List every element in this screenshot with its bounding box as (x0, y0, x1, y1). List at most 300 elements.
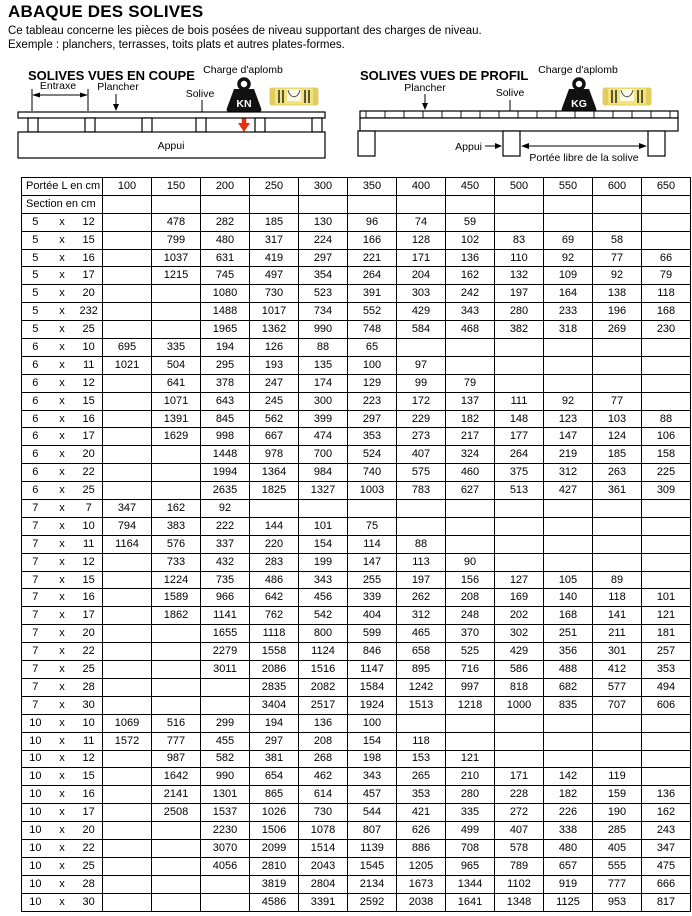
value-cell: 264 (348, 267, 397, 285)
table-row (22, 339, 691, 357)
solive-beam-shape (360, 118, 678, 131)
section-cell (22, 392, 103, 410)
value-cell: 3011 (201, 661, 250, 679)
value-cell (103, 392, 152, 410)
empty-cell (495, 195, 544, 213)
value-cell: 172 (397, 392, 446, 410)
section-cell (22, 857, 103, 875)
value-cell: 486 (250, 571, 299, 589)
value-cell (103, 410, 152, 428)
table-row (22, 696, 691, 714)
value-cell: 1362 (250, 321, 299, 339)
table-row (22, 500, 691, 518)
value-cell (642, 732, 691, 750)
value-cell (495, 213, 544, 231)
solive-label: Solive (495, 87, 525, 99)
multiply-sign: x (59, 752, 65, 765)
section-cell (22, 804, 103, 822)
value-cell: 343 (299, 571, 348, 589)
value-cell: 217 (446, 428, 495, 446)
value-cell (397, 517, 446, 535)
value-cell: 269 (593, 321, 642, 339)
section-cell (22, 875, 103, 893)
value-cell: 148 (495, 410, 544, 428)
value-cell: 343 (446, 303, 495, 321)
value-cell: 789 (495, 857, 544, 875)
table-row (22, 625, 691, 643)
value-cell: 324 (446, 446, 495, 464)
value-cell: 627 (446, 482, 495, 500)
value-cell: 599 (348, 625, 397, 643)
value-cell: 88 (397, 535, 446, 553)
value-cell: 337 (201, 535, 250, 553)
value-cell (544, 213, 593, 231)
value-cell: 121 (446, 750, 495, 768)
value-cell: 391 (348, 285, 397, 303)
section-width: 6 (32, 466, 39, 479)
section-width: 7 (32, 662, 39, 675)
value-cell: 2230 (201, 822, 250, 840)
value-cell: 1118 (250, 625, 299, 643)
section-width: 5 (32, 305, 39, 318)
value-cell: 220 (250, 535, 299, 553)
multiply-sign: x (59, 340, 65, 353)
value-cell: 383 (152, 517, 201, 535)
value-cell: 419 (250, 249, 299, 267)
value-cell (103, 464, 152, 482)
value-cell (103, 374, 152, 392)
value-cell (495, 500, 544, 518)
value-cell: 966 (201, 589, 250, 607)
multiply-sign: x (59, 698, 65, 711)
value-cell: 682 (544, 678, 593, 696)
empty-cell (299, 195, 348, 213)
value-cell: 196 (593, 303, 642, 321)
value-cell: 1215 (152, 267, 201, 285)
value-cell: 147 (348, 553, 397, 571)
section-width: 10 (29, 770, 42, 783)
value-cell (397, 500, 446, 518)
section-width: 7 (32, 573, 39, 586)
value-cell: 128 (397, 231, 446, 249)
value-cell: 1545 (348, 857, 397, 875)
value-cell: 297 (348, 410, 397, 428)
empty-cell (103, 195, 152, 213)
value-cell: 197 (495, 285, 544, 303)
value-cell: 2804 (299, 875, 348, 893)
empty-cell (348, 195, 397, 213)
value-cell: 245 (250, 392, 299, 410)
section-height: 25 (82, 859, 95, 872)
value-cell: 79 (642, 267, 691, 285)
value-cell: 69 (544, 231, 593, 249)
value-cell: 268 (299, 750, 348, 768)
value-cell: 1924 (348, 696, 397, 714)
multiply-sign: x (59, 466, 65, 479)
value-cell (103, 625, 152, 643)
value-cell (103, 750, 152, 768)
table-row (22, 249, 691, 267)
value-cell: 382 (495, 321, 544, 339)
value-cell: 228 (495, 786, 544, 804)
value-cell (593, 553, 642, 571)
value-cell: 199 (299, 553, 348, 571)
value-cell: 468 (446, 321, 495, 339)
value-cell: 577 (593, 678, 642, 696)
value-cell: 126 (250, 339, 299, 357)
value-cell: 197 (397, 571, 446, 589)
section-cell (22, 339, 103, 357)
solive-label: Solive (185, 88, 215, 100)
value-cell: 129 (348, 374, 397, 392)
value-cell: 642 (250, 589, 299, 607)
value-cell (544, 714, 593, 732)
value-cell: 58 (593, 231, 642, 249)
multiply-sign: x (59, 358, 65, 371)
spirit-level-icon (270, 88, 318, 105)
value-cell: 716 (446, 661, 495, 679)
value-cell: 886 (397, 839, 446, 857)
value-cell: 75 (348, 517, 397, 535)
value-cell (103, 643, 152, 661)
value-cell: 734 (299, 303, 348, 321)
value-cell: 794 (103, 517, 152, 535)
value-cell (201, 893, 250, 911)
diagram-coupe-title: SOLIVES VUES EN COUPE (28, 68, 195, 83)
value-cell: 576 (152, 535, 201, 553)
section-cell (22, 607, 103, 625)
table-row (22, 589, 691, 607)
value-cell: 733 (152, 553, 201, 571)
section-width: 6 (32, 430, 39, 443)
value-cell: 97 (397, 356, 446, 374)
value-cell: 513 (495, 482, 544, 500)
value-cell (152, 839, 201, 857)
value-cell: 1641 (446, 893, 495, 911)
value-cell: 113 (397, 553, 446, 571)
value-cell: 59 (446, 213, 495, 231)
table-row (22, 714, 691, 732)
value-cell (348, 500, 397, 518)
value-cell (103, 875, 152, 893)
value-cell: 626 (397, 822, 446, 840)
section-height: 10 (82, 716, 95, 729)
section-width: 6 (32, 412, 39, 425)
value-cell: 154 (299, 535, 348, 553)
section-width: 6 (32, 376, 39, 389)
table-row (22, 535, 691, 553)
span-header-cell: 650 (642, 178, 691, 196)
section-cell (22, 374, 103, 392)
section-cell (22, 410, 103, 428)
value-cell: 1629 (152, 428, 201, 446)
value-cell: 2279 (201, 643, 250, 661)
section-cell (22, 249, 103, 267)
value-cell (544, 732, 593, 750)
value-cell (103, 231, 152, 249)
value-cell: 1488 (201, 303, 250, 321)
value-cell: 295 (201, 356, 250, 374)
value-cell: 127 (495, 571, 544, 589)
value-cell: 300 (299, 392, 348, 410)
section-width: 7 (32, 609, 39, 622)
multiply-sign: x (59, 305, 65, 318)
value-cell: 748 (348, 321, 397, 339)
value-cell: 1000 (495, 696, 544, 714)
value-cell (103, 678, 152, 696)
value-cell (103, 589, 152, 607)
value-cell (446, 732, 495, 750)
multiply-sign: x (59, 627, 65, 640)
section-cell (22, 553, 103, 571)
section-height: 15 (82, 233, 95, 246)
multiply-sign: x (59, 251, 65, 264)
value-cell: 92 (544, 249, 593, 267)
section-cell (22, 768, 103, 786)
value-cell: 1218 (446, 696, 495, 714)
weight-kg-text: KG (571, 98, 587, 110)
value-cell: 1506 (250, 822, 299, 840)
table-row (22, 553, 691, 571)
table-row (22, 482, 691, 500)
value-cell: 272 (495, 804, 544, 822)
value-cell: 265 (397, 768, 446, 786)
value-cell: 2141 (152, 786, 201, 804)
value-cell: 347 (642, 839, 691, 857)
multiply-sign: x (59, 323, 65, 336)
span-header-cell: 100 (103, 178, 152, 196)
section-height: 12 (82, 555, 95, 568)
value-cell: 211 (593, 625, 642, 643)
section-height: 15 (82, 770, 95, 783)
multiply-sign: x (59, 448, 65, 461)
value-cell: 136 (642, 786, 691, 804)
multiply-sign: x (59, 662, 65, 675)
value-cell: 378 (201, 374, 250, 392)
table-row (22, 213, 691, 231)
value-cell: 654 (250, 768, 299, 786)
value-cell: 159 (593, 786, 642, 804)
value-cell: 641 (152, 374, 201, 392)
value-cell: 978 (250, 446, 299, 464)
multiply-sign: x (59, 734, 65, 747)
value-cell: 119 (593, 768, 642, 786)
charge-aplomb-label: Charge d'aplomb (538, 64, 618, 76)
value-cell (103, 571, 152, 589)
value-cell: 2508 (152, 804, 201, 822)
value-cell (103, 804, 152, 822)
empty-cell (642, 195, 691, 213)
multiply-sign: x (59, 788, 65, 801)
value-cell: 114 (348, 535, 397, 553)
value-cell: 1391 (152, 410, 201, 428)
value-cell: 1147 (348, 661, 397, 679)
multiply-sign: x (59, 412, 65, 425)
value-cell: 475 (642, 857, 691, 875)
value-cell: 221 (348, 249, 397, 267)
section-height: 20 (82, 287, 95, 300)
value-cell: 65 (348, 339, 397, 357)
span-header-cell: 450 (446, 178, 495, 196)
multiply-sign: x (59, 841, 65, 854)
value-cell: 194 (250, 714, 299, 732)
section-cell (22, 750, 103, 768)
value-cell: 303 (397, 285, 446, 303)
value-cell: 3070 (201, 839, 250, 857)
value-cell: 317 (250, 231, 299, 249)
section-width: 5 (32, 287, 39, 300)
span-header-cell: 400 (397, 178, 446, 196)
value-cell: 740 (348, 464, 397, 482)
value-cell (152, 625, 201, 643)
value-cell: 2517 (299, 696, 348, 714)
value-cell: 1078 (299, 822, 348, 840)
value-cell (152, 893, 201, 911)
multiply-sign: x (59, 895, 65, 908)
value-cell: 730 (299, 804, 348, 822)
section-width: 10 (29, 877, 42, 890)
table-row (22, 607, 691, 625)
value-cell (446, 339, 495, 357)
value-cell: 147 (544, 428, 593, 446)
value-cell (103, 303, 152, 321)
section-cell (22, 500, 103, 518)
plancher-label: Plancher (404, 82, 446, 94)
section-width: 7 (32, 537, 39, 550)
section-height: 15 (82, 573, 95, 586)
value-cell (103, 607, 152, 625)
section-cell (22, 643, 103, 661)
plancher-arrow-icon (113, 94, 119, 111)
value-cell: 110 (495, 249, 544, 267)
multiply-sign: x (59, 269, 65, 282)
value-cell: 100 (348, 714, 397, 732)
value-cell: 101 (299, 517, 348, 535)
value-cell (152, 643, 201, 661)
section-height: 28 (82, 877, 95, 890)
value-cell (103, 786, 152, 804)
value-cell: 777 (593, 875, 642, 893)
value-cell: 427 (544, 482, 593, 500)
value-cell: 181 (642, 625, 691, 643)
value-cell: 488 (544, 661, 593, 679)
section-height: 17 (82, 806, 95, 819)
plancher-arrow-icon (422, 94, 428, 110)
diagram-solives-en-coupe (0, 62, 346, 174)
span-header-cell: 250 (250, 178, 299, 196)
value-cell (446, 535, 495, 553)
table-row (22, 267, 691, 285)
value-cell: 457 (348, 786, 397, 804)
section-height: 11 (82, 734, 95, 747)
value-cell (495, 732, 544, 750)
value-cell (544, 517, 593, 535)
value-cell: 185 (250, 213, 299, 231)
section-cell (22, 517, 103, 535)
value-cell: 202 (495, 607, 544, 625)
empty-cell (593, 195, 642, 213)
value-cell (152, 857, 201, 875)
multiply-sign: x (59, 215, 65, 228)
weight-kn-text: KN (236, 98, 252, 110)
value-cell: 92 (593, 267, 642, 285)
value-cell: 302 (495, 625, 544, 643)
span-header-cell: 350 (348, 178, 397, 196)
value-cell: 102 (446, 231, 495, 249)
value-cell: 171 (397, 249, 446, 267)
value-cell: 3391 (299, 893, 348, 911)
value-cell: 242 (446, 285, 495, 303)
section-width: 7 (32, 627, 39, 640)
table-head (22, 178, 691, 214)
portee-libre-label: Portée libre de la solive (529, 152, 639, 164)
value-cell (103, 661, 152, 679)
value-cell: 280 (495, 303, 544, 321)
value-cell (103, 839, 152, 857)
empty-cell (397, 195, 446, 213)
appui-label: Appui (455, 141, 482, 153)
value-cell: 223 (348, 392, 397, 410)
value-cell: 700 (299, 446, 348, 464)
value-cell (593, 356, 642, 374)
value-cell (152, 661, 201, 679)
value-cell: 177 (495, 428, 544, 446)
multiply-sign: x (59, 609, 65, 622)
value-cell: 1021 (103, 356, 152, 374)
value-cell (593, 714, 642, 732)
section-height: 22 (82, 841, 95, 854)
section-height: 11 (82, 358, 95, 371)
value-cell: 1655 (201, 625, 250, 643)
value-cell: 109 (544, 267, 593, 285)
value-cell (152, 464, 201, 482)
value-cell (250, 500, 299, 518)
table-row (22, 750, 691, 768)
value-cell: 339 (348, 589, 397, 607)
value-cell (495, 750, 544, 768)
value-cell: 1141 (201, 607, 250, 625)
section-width: 10 (29, 788, 42, 801)
table-row (22, 804, 691, 822)
value-cell (152, 696, 201, 714)
value-cell: 1102 (495, 875, 544, 893)
value-cell: 2038 (397, 893, 446, 911)
multiply-sign: x (59, 501, 65, 514)
value-cell: 552 (348, 303, 397, 321)
value-cell: 407 (397, 446, 446, 464)
value-cell: 210 (446, 768, 495, 786)
empty-cell (446, 195, 495, 213)
value-cell: 105 (544, 571, 593, 589)
value-cell: 347 (103, 500, 152, 518)
value-cell: 190 (593, 804, 642, 822)
value-cell: 182 (544, 786, 593, 804)
value-cell (544, 500, 593, 518)
section-cell (22, 678, 103, 696)
value-cell: 997 (446, 678, 495, 696)
value-cell: 162 (152, 500, 201, 518)
value-cell: 90 (446, 553, 495, 571)
multiply-sign: x (59, 233, 65, 246)
section-cell (22, 535, 103, 553)
value-cell: 544 (348, 804, 397, 822)
value-cell (642, 231, 691, 249)
value-cell: 965 (446, 857, 495, 875)
value-cell: 555 (593, 857, 642, 875)
value-cell (103, 267, 152, 285)
multiply-sign: x (59, 591, 65, 604)
multiply-sign: x (59, 824, 65, 836)
